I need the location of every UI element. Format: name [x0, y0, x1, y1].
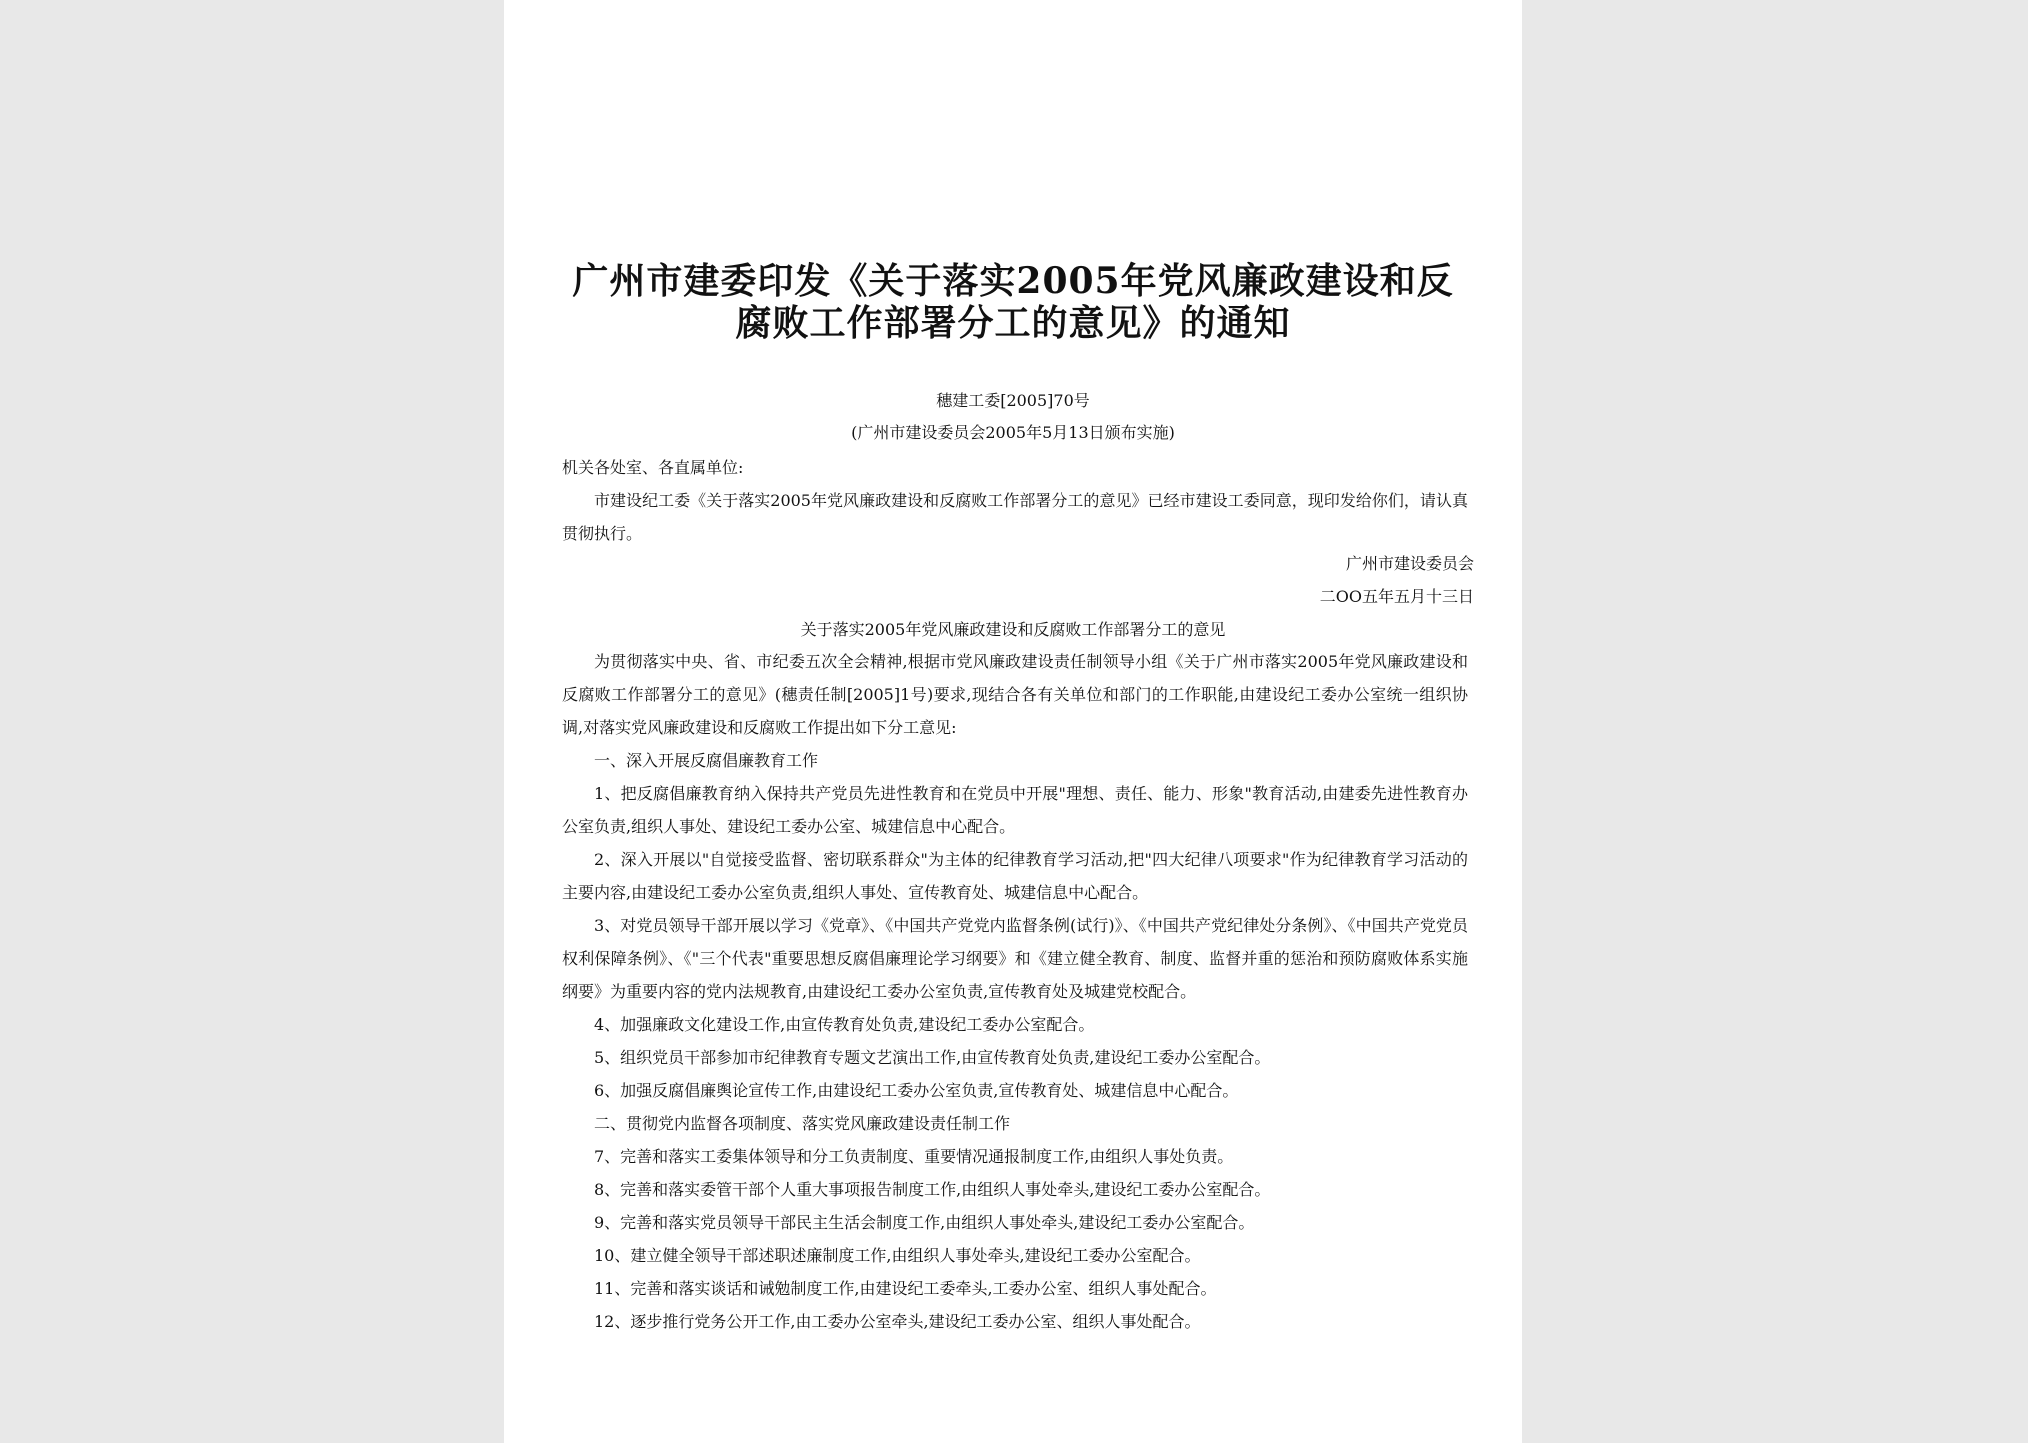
list-item: 2、深入开展以"自觉接受监督、密切联系群众"为主体的纪律教育学习活动,把"四大纪律八项要求"作为纪律教育学习活动的主要内容,由建设纪工委办公室负责,组织人事处、宣传教育处、城建信息中心配合。: [562, 850, 1468, 902]
list-item: 10、建立健全领导干部述职述廉制度工作,由组织人事处牵头,建设纪工委办公室配合。: [594, 1246, 1201, 1265]
issue-date: 二OO五年五月十三日: [1319, 587, 1474, 606]
issued-note: (广州市建设委员会2005年5月13日颁布实施): [851, 423, 1175, 442]
list-item: 4、加强廉政文化建设工作,由宣传教育处负责,建设纪工委办公室配合。: [594, 1015, 1095, 1034]
list-item: 7、完善和落实工委集体领导和分工负责制度、重要情况通报制度工作,由组织人事处负责。: [594, 1147, 1234, 1166]
list-item: 6、加强反腐倡廉舆论宣传工作,由建设纪工委办公室负责,宣传教育处、城建信息中心配合。: [594, 1081, 1239, 1100]
title-line-2: 腐败工作部署分工的意见》的通知: [735, 302, 1291, 344]
list-item: 一、深入开展反腐倡廉教育工作: [594, 751, 819, 770]
list-item: 5、组织党员干部参加市纪律教育专题文艺演出工作,由宣传教育处负责,建设纪工委办公室配合。: [594, 1048, 1271, 1067]
list-item: 9、完善和落实党员领导干部民主生活会制度工作,由组织人事处牵头,建设纪工委办公室配合。: [594, 1213, 1255, 1232]
title-line-1: 广州市建委印发《关于落实2005年党风廉政建设和反: [572, 260, 1454, 302]
intro-paragraph: 市建设纪工委《关于落实2005年党风廉政建设和反腐败工作部署分工的意见》已经市建设工委同意，现印发给你们，请认真贯彻执行。: [562, 491, 1468, 543]
list-item: 二、贯彻党内监督各项制度、落实党风廉政建设责任制工作: [594, 1114, 1011, 1133]
document-number: 穗建工委[2005]70号: [936, 391, 1090, 410]
list-item: 8、完善和落实委管干部个人重大事项报告制度工作,由组织人事处牵头,建设纪工委办公室配合。: [594, 1180, 1271, 1199]
issuer: 广州市建设委员会: [1345, 554, 1474, 573]
list-item: 1、把反腐倡廉教育纳入保持共产党员先进性教育和在党员中开展"理想、责任、能力、形象"教育活动,由建委先进性教育办公室负责,组织人事处、建设纪工委办公室、城建信息中心配合。: [562, 784, 1468, 836]
preamble-paragraph: 为贯彻落实中央、省、市纪委五次全会精神,根据市党风廉政建设责任制领导小组《关于广州市落实2005年党风廉政建设和反腐败工作部署分工的意见》(穗责任制[2005]1号)要求,现结合各有关单位和部门的工作职能,由建设纪工委办公室统一组织协调,对落实党风廉政建设和反腐败工作提出如下分工意见:: [562, 652, 1468, 737]
document-title: [504, 260, 1522, 344]
list-item: 12、逐步推行党务公开工作,由工委办公室牵头,建设纪工委办公室、组织人事处配合。: [594, 1312, 1201, 1331]
list-item: 11、完善和落实谈话和诫勉制度工作,由建设纪工委牵头,工委办公室、组织人事处配合。: [594, 1279, 1217, 1298]
list-item: 3、对党员领导干部开展以学习《党章》、《中国共产党党内监督条例(试行)》、《中国共产党纪律处分条例》、《中国共产党党员权利保障条例》、《"三个代表"重要思想反腐倡廉理论学习纲要》和《建立健全教育、制度、监督并重的惩治和预防腐败体系实施纲要》为重要内容的党内法规教育,由建设纪工委办公室负责,宣传教育处及城建党校配合。: [562, 916, 1468, 1001]
document-page: [504, 0, 1522, 1443]
intro-block: [562, 451, 1468, 550]
attachment-title: 关于落实2005年党风廉政建设和反腐败工作部署分工的意见: [800, 620, 1226, 639]
salutation: 机关各处室、各直属单位:: [562, 458, 744, 477]
attachment-body: [562, 645, 1468, 1338]
